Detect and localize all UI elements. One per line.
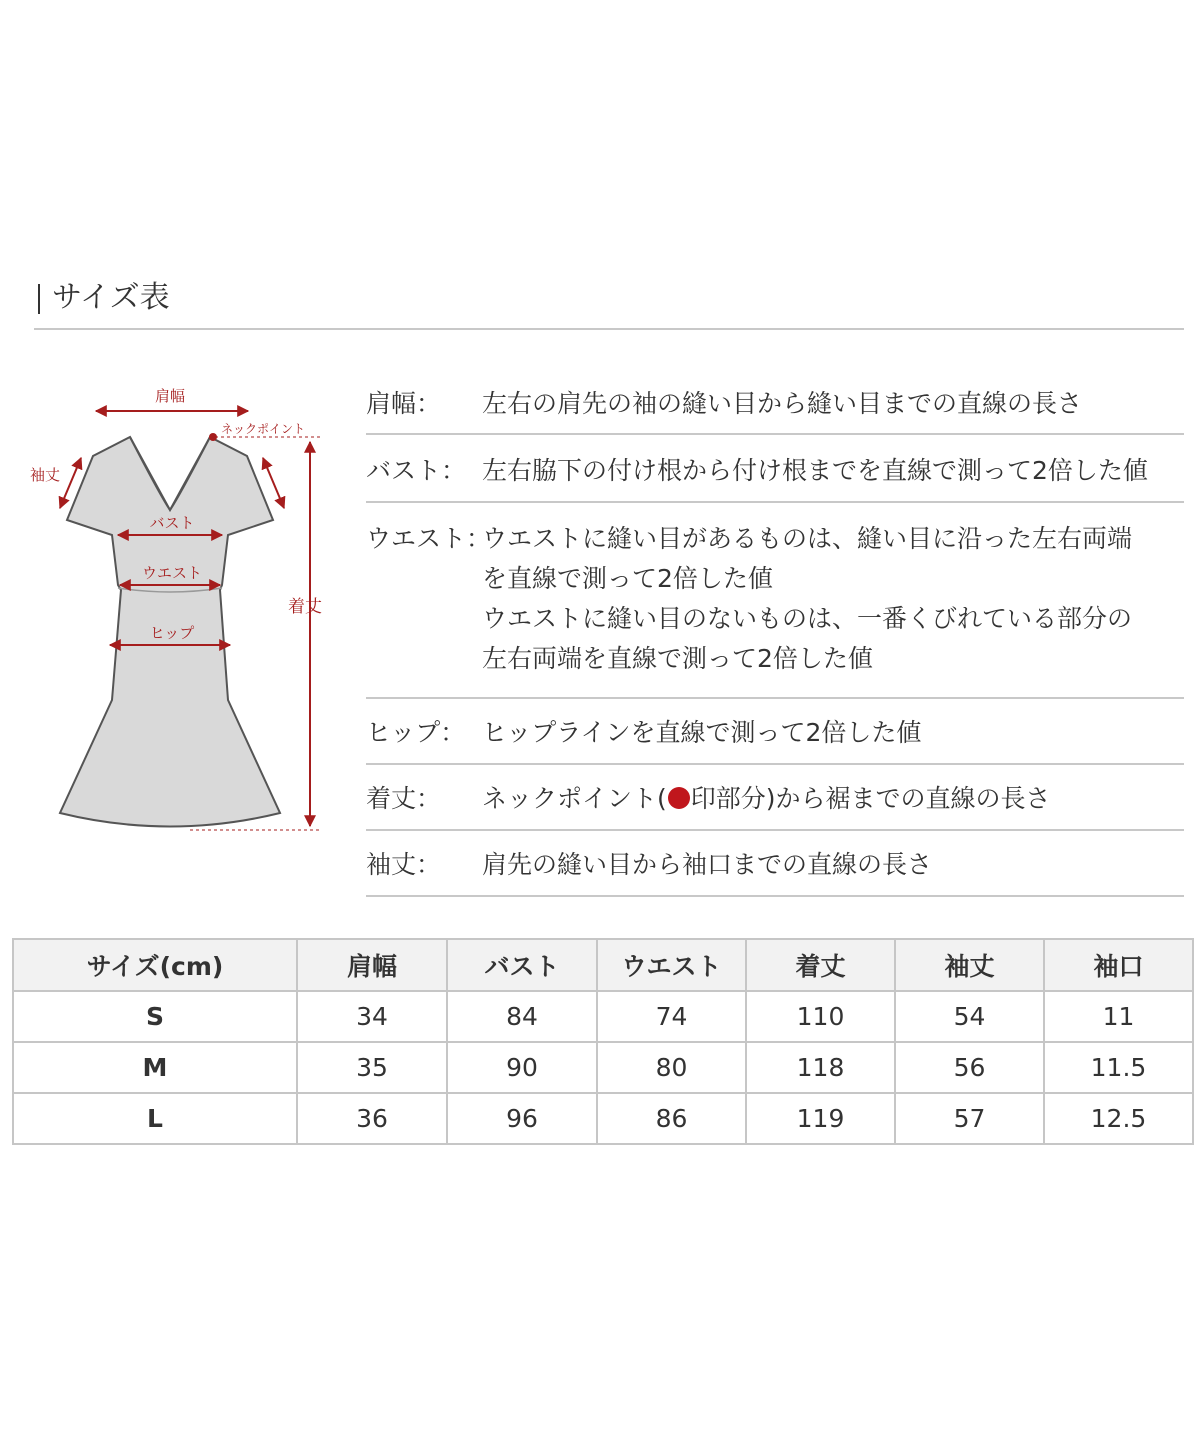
size-label: M xyxy=(13,1042,297,1093)
label-length: 着丈 xyxy=(288,597,322,617)
definition-text: 左右両端を直線で測って2倍した値 xyxy=(482,644,873,673)
table-cell: 35 xyxy=(297,1042,447,1093)
definition-text-before: ネックポイント( xyxy=(482,784,667,813)
label-waist: ウエスト xyxy=(141,564,203,582)
definition-term: 袖丈： xyxy=(366,850,442,879)
definition-waist xyxy=(366,503,1184,699)
table-cell: 110 xyxy=(746,991,895,1042)
size-table xyxy=(12,938,1194,1145)
table-cell: 118 xyxy=(746,1042,895,1093)
measurement-definitions xyxy=(366,372,1184,897)
red-dot-icon xyxy=(668,787,690,809)
title-accent-bar xyxy=(38,284,40,314)
page-title: サイズ表 xyxy=(52,280,170,315)
definition-term: ヒップ： xyxy=(366,718,466,747)
table-cell: 74 xyxy=(597,991,746,1042)
column-header: 肩幅 xyxy=(297,939,447,991)
column-header: 袖丈 xyxy=(895,939,1044,991)
definition-text: 左右脇下の付け根から付け根までを直線で測って2倍した値 xyxy=(482,456,1148,485)
label-neck-point: ネックポイント xyxy=(221,422,306,436)
definition-text: ウエストに縫い目のないものは、一番くびれている部分の xyxy=(482,604,1133,633)
label-shoulder: 肩幅 xyxy=(154,387,186,405)
table-header-row xyxy=(13,939,1193,991)
table-cell: 84 xyxy=(447,991,597,1042)
table-cell: 90 xyxy=(447,1042,597,1093)
table-cell: 11.5 xyxy=(1044,1042,1193,1093)
table-cell: 34 xyxy=(297,991,447,1042)
definition-text xyxy=(482,765,1184,819)
table-cell: 54 xyxy=(895,991,1044,1042)
column-header: サイズ(cm) xyxy=(13,939,297,991)
table-cell: 36 xyxy=(297,1093,447,1144)
table-cell: 86 xyxy=(597,1093,746,1144)
table-cell: 12.5 xyxy=(1044,1093,1193,1144)
definition-text: を直線で測って2倍した値 xyxy=(482,564,773,593)
column-header: ウエスト xyxy=(597,939,746,991)
table-row xyxy=(13,1093,1193,1144)
definition-hip xyxy=(366,699,1184,765)
definition-shoulder xyxy=(366,372,1184,435)
label-bust: バスト xyxy=(149,514,195,532)
column-header: 袖口 xyxy=(1044,939,1193,991)
definition-term: ウエスト： xyxy=(366,524,492,553)
size-label: S xyxy=(13,991,297,1042)
definition-text: ウエストに縫い目があるものは、縫い目に沿った左右両端 xyxy=(482,524,1133,553)
definition-term: 肩幅： xyxy=(366,389,442,418)
table-cell: 57 xyxy=(895,1093,1044,1144)
definition-length xyxy=(366,765,1184,831)
table-cell: 11 xyxy=(1044,991,1193,1042)
size-label: L xyxy=(13,1093,297,1144)
table-cell: 96 xyxy=(447,1093,597,1144)
table-cell: 80 xyxy=(597,1042,746,1093)
definition-text: 左右の肩先の袖の縫い目から縫い目までの直線の長さ xyxy=(482,389,1083,418)
dress-measurement-diagram xyxy=(20,380,350,840)
column-header: 着丈 xyxy=(746,939,895,991)
column-header: バスト xyxy=(447,939,597,991)
table-row xyxy=(13,1042,1193,1093)
definition-term: バスト： xyxy=(366,456,467,485)
definition-text: 肩先の縫い目から袖口までの直線の長さ xyxy=(482,850,933,879)
label-hip: ヒップ xyxy=(149,624,195,642)
table-cell: 119 xyxy=(746,1093,895,1144)
table-cell: 56 xyxy=(895,1042,1044,1093)
label-sleeve: 袖丈 xyxy=(30,466,61,484)
table-row xyxy=(13,991,1193,1042)
section-header xyxy=(34,278,1184,330)
definition-bust xyxy=(366,435,1184,503)
definition-sleeve xyxy=(366,831,1184,897)
definition-text: ヒップラインを直線で測って2倍した値 xyxy=(482,718,922,747)
definition-term: 着丈： xyxy=(366,784,442,813)
definition-text-after: 印部分)から裾までの直線の長さ xyxy=(690,784,1051,813)
